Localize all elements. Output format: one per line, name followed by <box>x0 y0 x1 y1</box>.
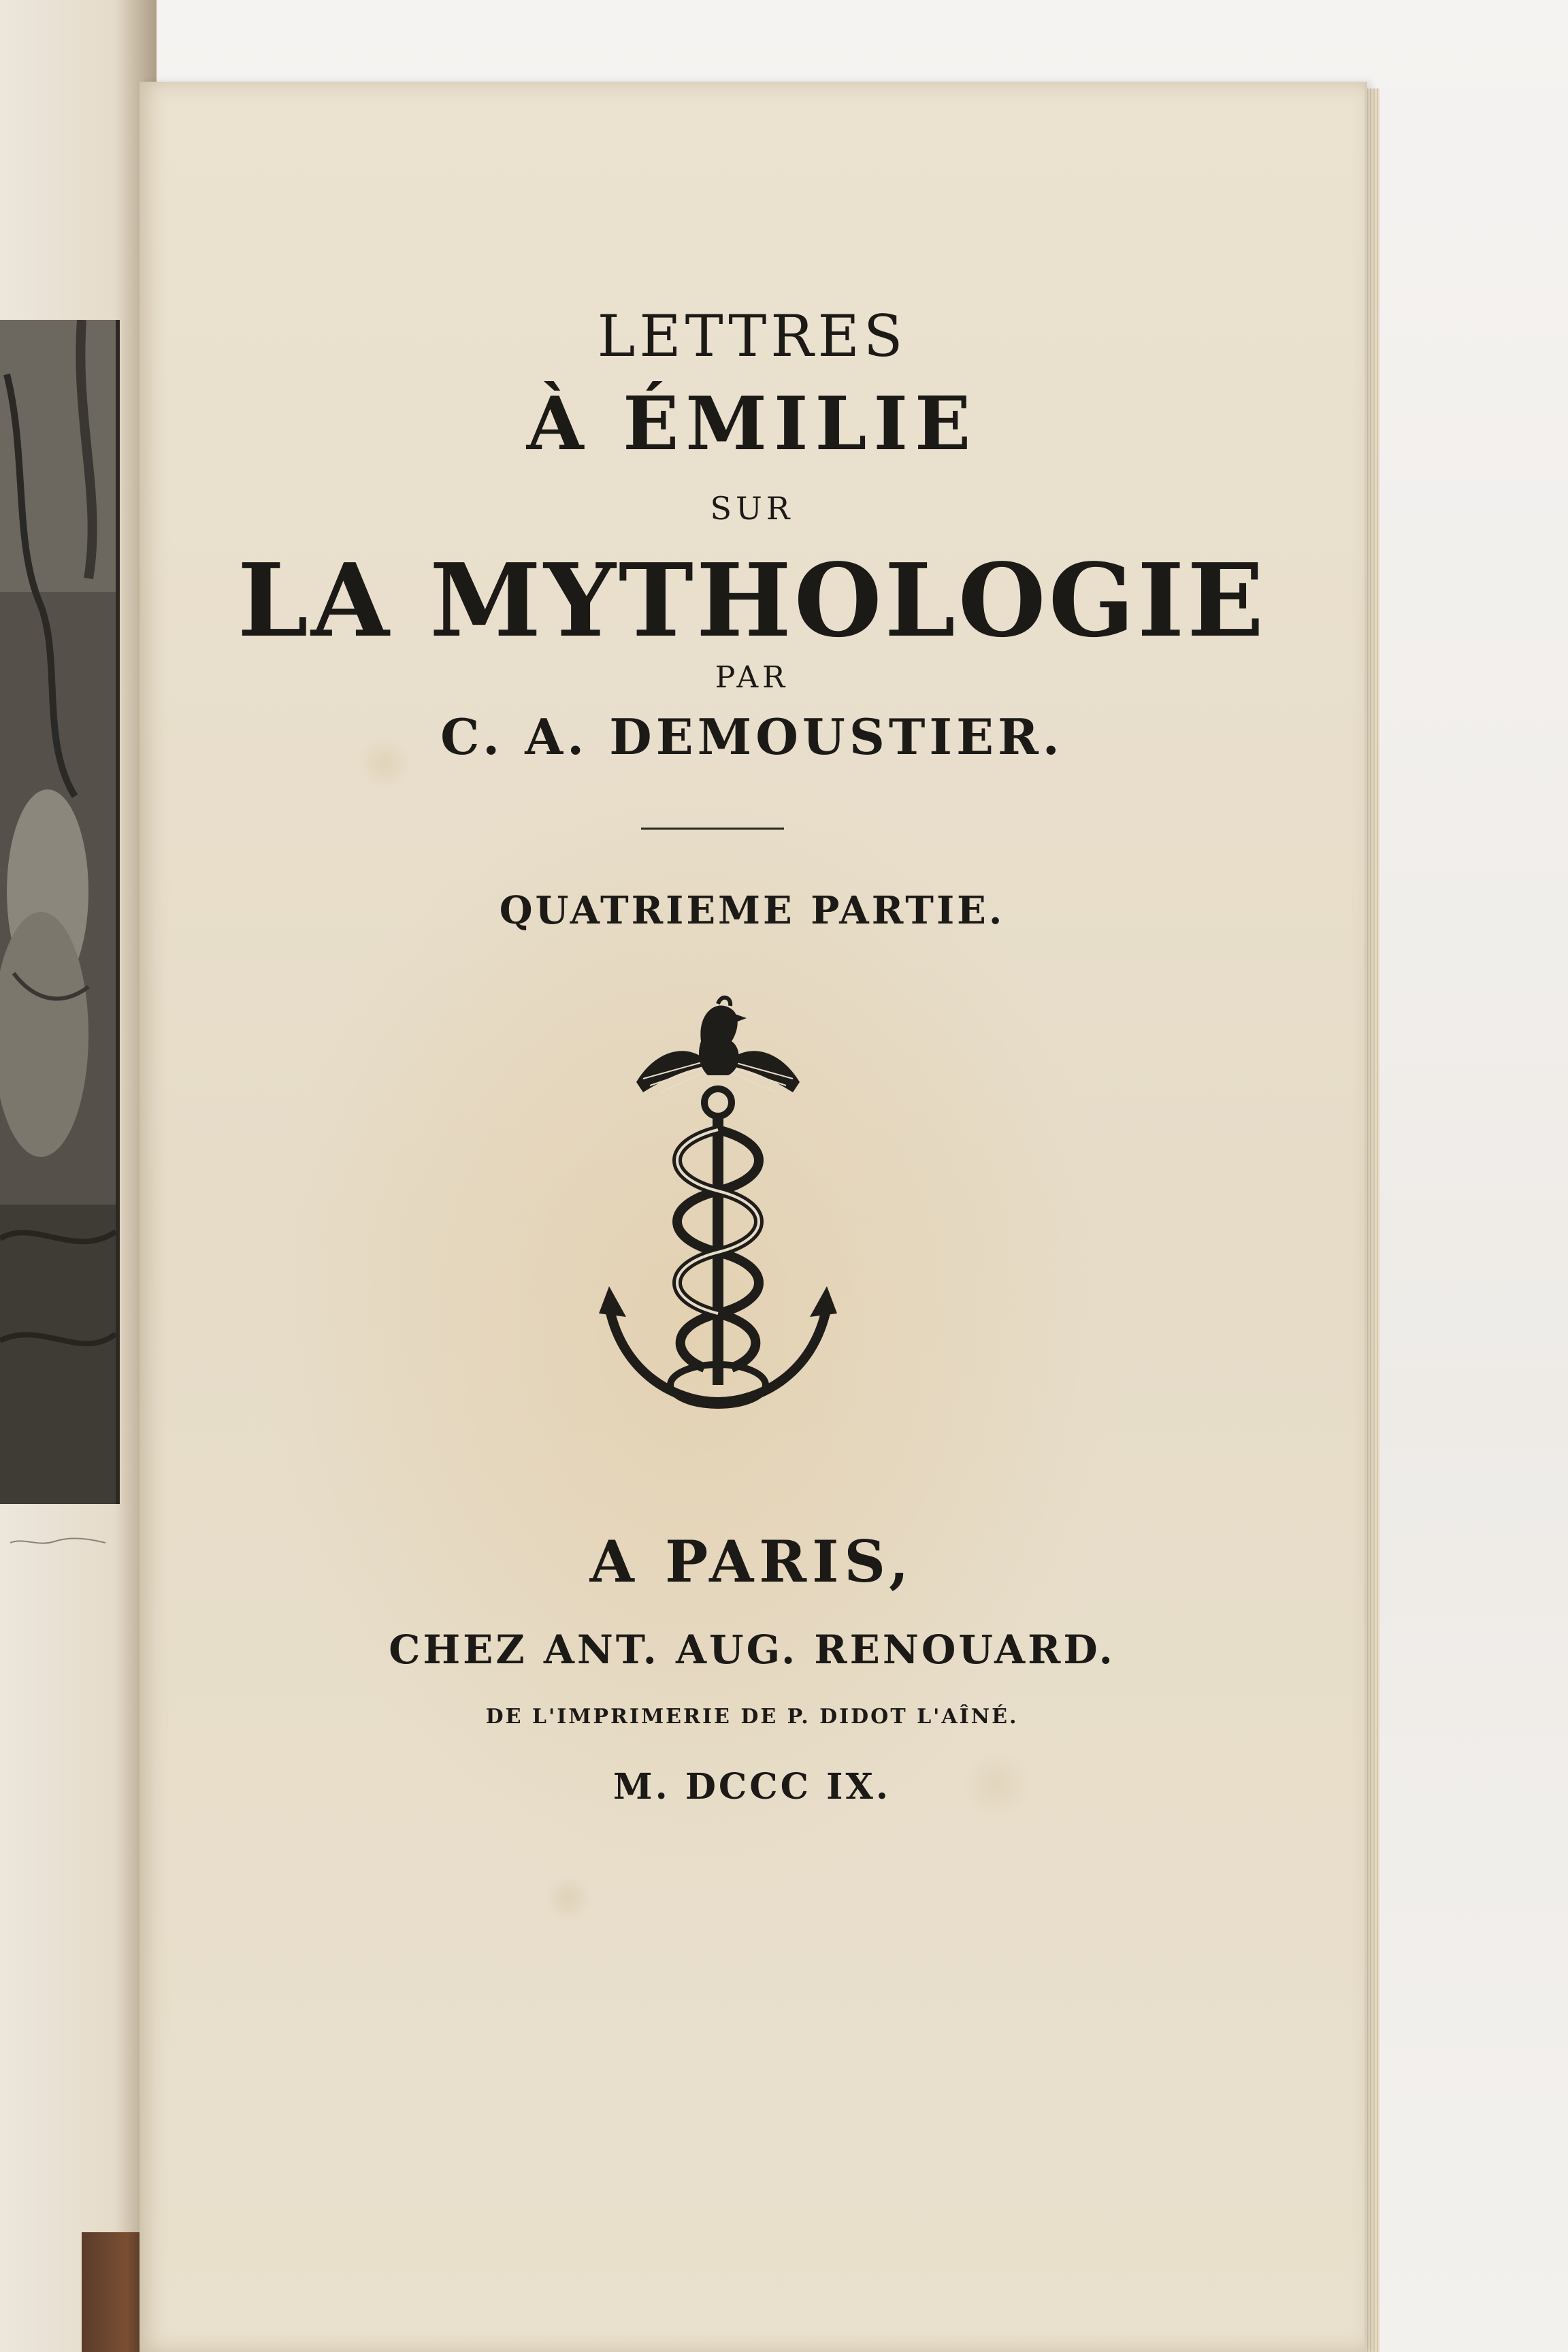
frontispiece-engraving <box>0 320 120 1504</box>
engraving-illustration <box>0 320 116 1504</box>
title-lettres: LETTRES <box>597 303 907 370</box>
title-la-mythologie: LA MYTHOLOGIE <box>237 541 1267 659</box>
engraving-caption-scribble <box>7 1535 109 1548</box>
title-sur: SUR <box>710 490 794 527</box>
imprint-printer: DE L'IMPRIMERIE DE P. DIDOT L'AÎNÉ. <box>485 1705 1019 1729</box>
title-a-emilie: À ÉMILIE <box>526 381 978 467</box>
imprint-city: A PARIS, <box>589 1528 915 1595</box>
volume-part: QUATRIEME PARTIE. <box>499 888 1005 933</box>
title-par: PAR <box>715 660 789 695</box>
author-name: C. A. DEMOUSTIER. <box>440 708 1064 766</box>
imprint-publisher: CHEZ ANT. AUG. RENOUARD. <box>389 1627 1115 1673</box>
imprint-year: M. DCCC IX. <box>613 1766 891 1808</box>
divider-rule <box>641 828 784 830</box>
anchor-with-serpents-and-rooster-icon <box>595 994 840 1429</box>
title-page <box>140 82 1367 2352</box>
